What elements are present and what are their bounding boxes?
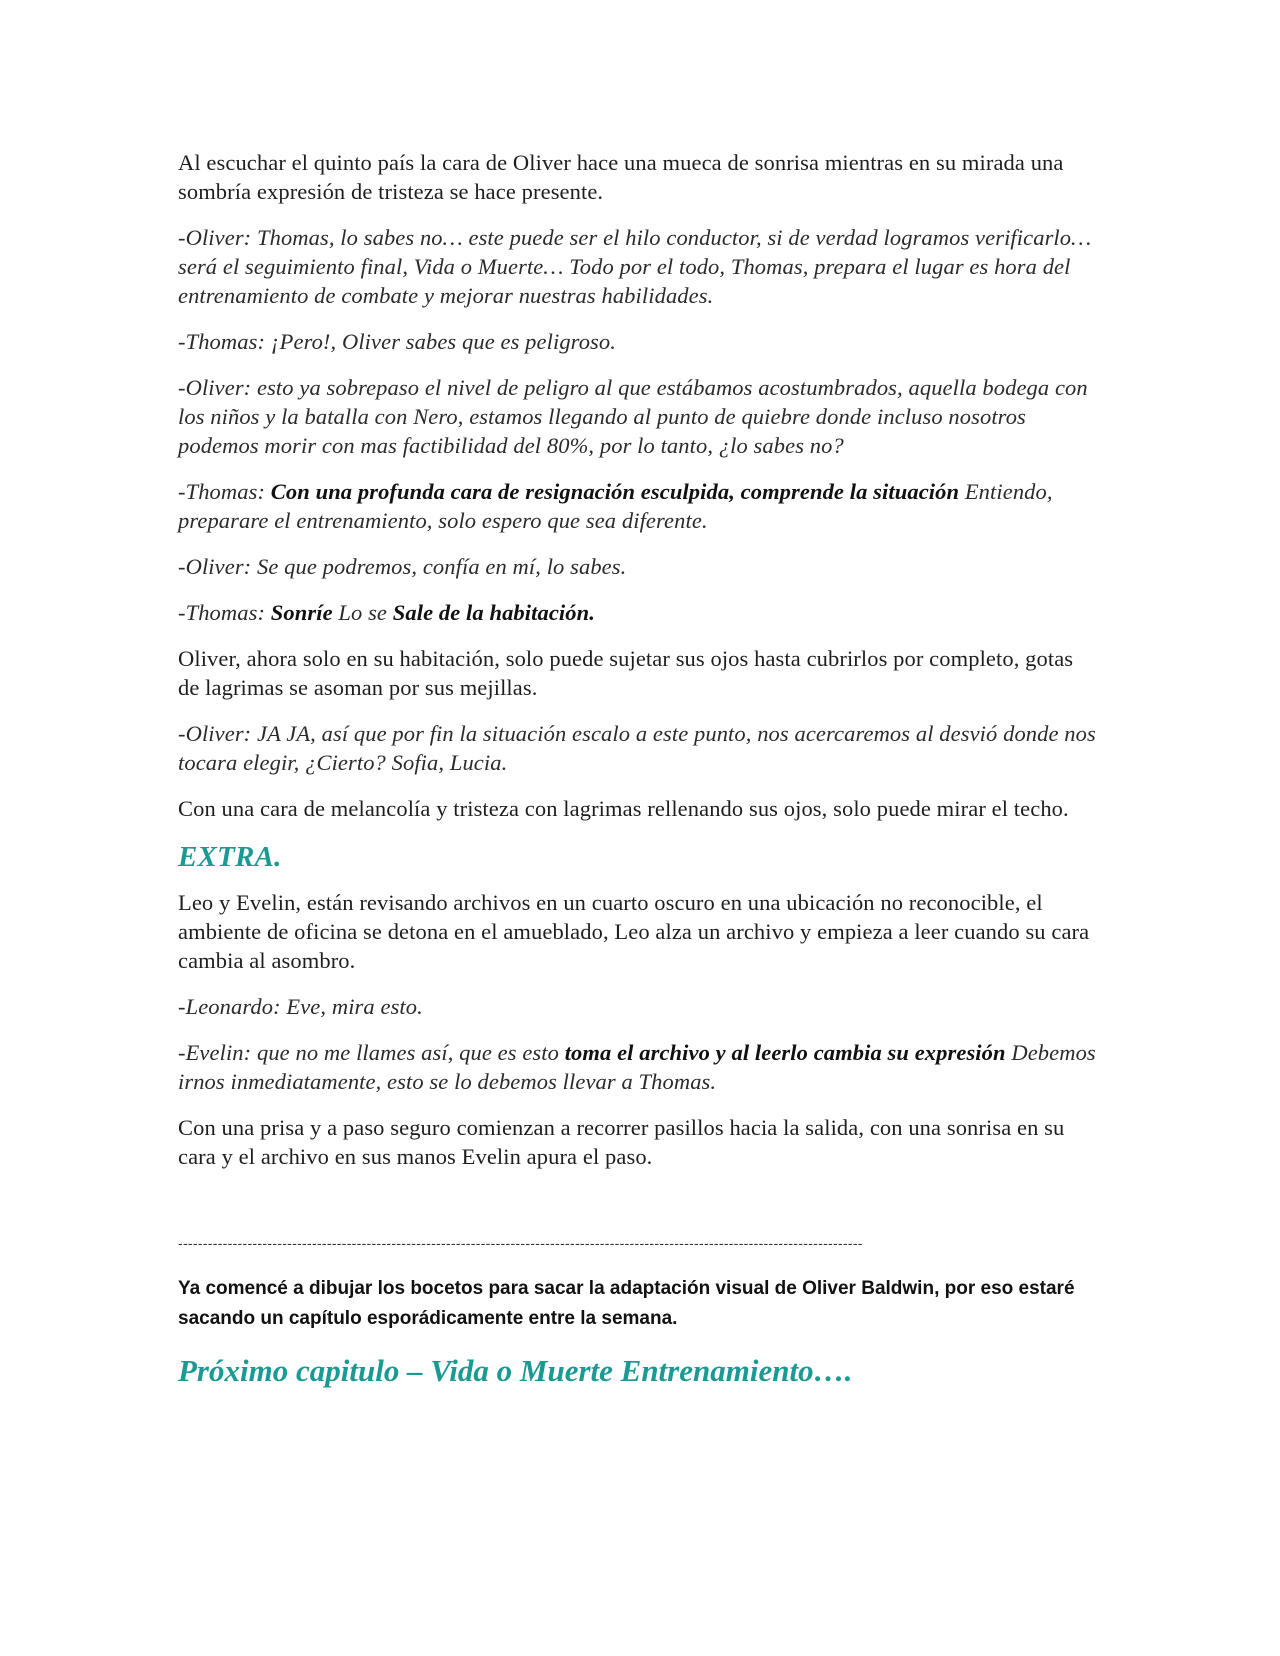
next-chapter-title: Próximo capitulo – Vida o Muerte Entrenamiento….	[178, 1353, 853, 1388]
stage-direction: Con una profunda cara de resignación esculpida, comprende la situación	[270, 479, 960, 504]
dialogue-oliver: -Oliver: Se que podremos, confía en mí, lo sabes.	[178, 554, 627, 579]
dialogue-line: -Evelin: que no me llames así, que es esto	[178, 1040, 565, 1065]
dialogue-oliver: -Oliver: esto ya sobrepaso el nivel de peligro al que estábamos acostumbrados, aquella bodega con los niños y la batalla con Nero, estamos llegando al punto de quiebre donde incluso nosotros podemos morir con mas factibilidad del 80%, por lo tanto, ¿lo sabes no?	[178, 375, 1088, 458]
narration-paragraph: Leo y Evelin, están revisando archivos en un cuarto oscuro en una ubicación no reconocible, el ambiente de oficina se detona en el amueblado, Leo alza un archivo y empieza a leer cuando su cara cambia al asombro.	[178, 890, 1090, 973]
dialogue-oliver: -Oliver: JA JA, así que por fin la situación escalo a este punto, nos acercaremos al desvió donde nos tocara elegir, ¿Cierto? Sofia, Lucia.	[178, 721, 1096, 775]
dialogue-thomas	[178, 477, 1100, 535]
dialogue-line: Entiendo, preparare el entrenamiento, solo espero que sea diferente.	[178, 479, 1053, 533]
document-page	[178, 148, 1100, 1390]
stage-direction: toma el archivo y al leerlo cambia su expresión	[564, 1040, 1006, 1065]
dialogue-thomas: -Thomas: ¡Pero!, Oliver sabes que es peligroso.	[178, 329, 616, 354]
dialogue-line: Lo se	[332, 600, 393, 625]
dialogue-speaker: -Thomas:	[178, 600, 271, 625]
stage-direction: Sonríe	[270, 600, 333, 625]
dialogue-evelin	[178, 1038, 1100, 1096]
author-note: Ya comencé a dibujar los bocetos para sacar la adaptación visual de Oliver Baldwin, por eso estaré sacando un capítulo esporádicamente entre la semana.	[178, 1278, 1075, 1329]
dialogue-thomas	[178, 598, 1100, 627]
extra-heading: EXTRA.	[178, 841, 282, 873]
narration-paragraph: Con una prisa y a paso seguro comienzan a recorrer pasillos hacia la salida, con una sonrisa en su cara y el archivo en sus manos Evelin apura el paso.	[178, 1115, 1065, 1169]
narration-paragraph: Oliver, ahora solo en su habitación, solo puede sujetar sus ojos hasta cubrirlos por completo, gotas de lagrimas se asoman por sus mejillas.	[178, 646, 1074, 700]
narration-paragraph: Con una cara de melancolía y tristeza con lagrimas rellenando sus ojos, solo puede mirar el techo.	[178, 796, 1069, 821]
narration-paragraph: Al escuchar el quinto país la cara de Oliver hace una mueca de sonrisa mientras en su mirada una sombría expresión de tristeza se hace presente.	[178, 150, 1064, 204]
dialogue-oliver: -Oliver: Thomas, lo sabes no… este puede ser el hilo conductor, si de verdad logramos verificarlo… será el seguimiento final, Vida o Muerte… Todo por el todo, Thomas, prepara el lugar es hora del entrenamiento de combate y mejorar nuestras habilidades.	[178, 225, 1092, 308]
dialogue-leonardo: -Leonardo: Eve, mira esto.	[178, 994, 423, 1019]
stage-direction: Sale de la habitación.	[392, 600, 595, 625]
dialogue-line: Debemos irnos inmediatamente, esto se lo debemos llevar a Thomas.	[178, 1040, 1096, 1094]
dialogue-speaker: -Thomas:	[178, 479, 271, 504]
divider-line: ------------------------------------------------------------------------------------------------------------------------------------------	[178, 1235, 863, 1251]
